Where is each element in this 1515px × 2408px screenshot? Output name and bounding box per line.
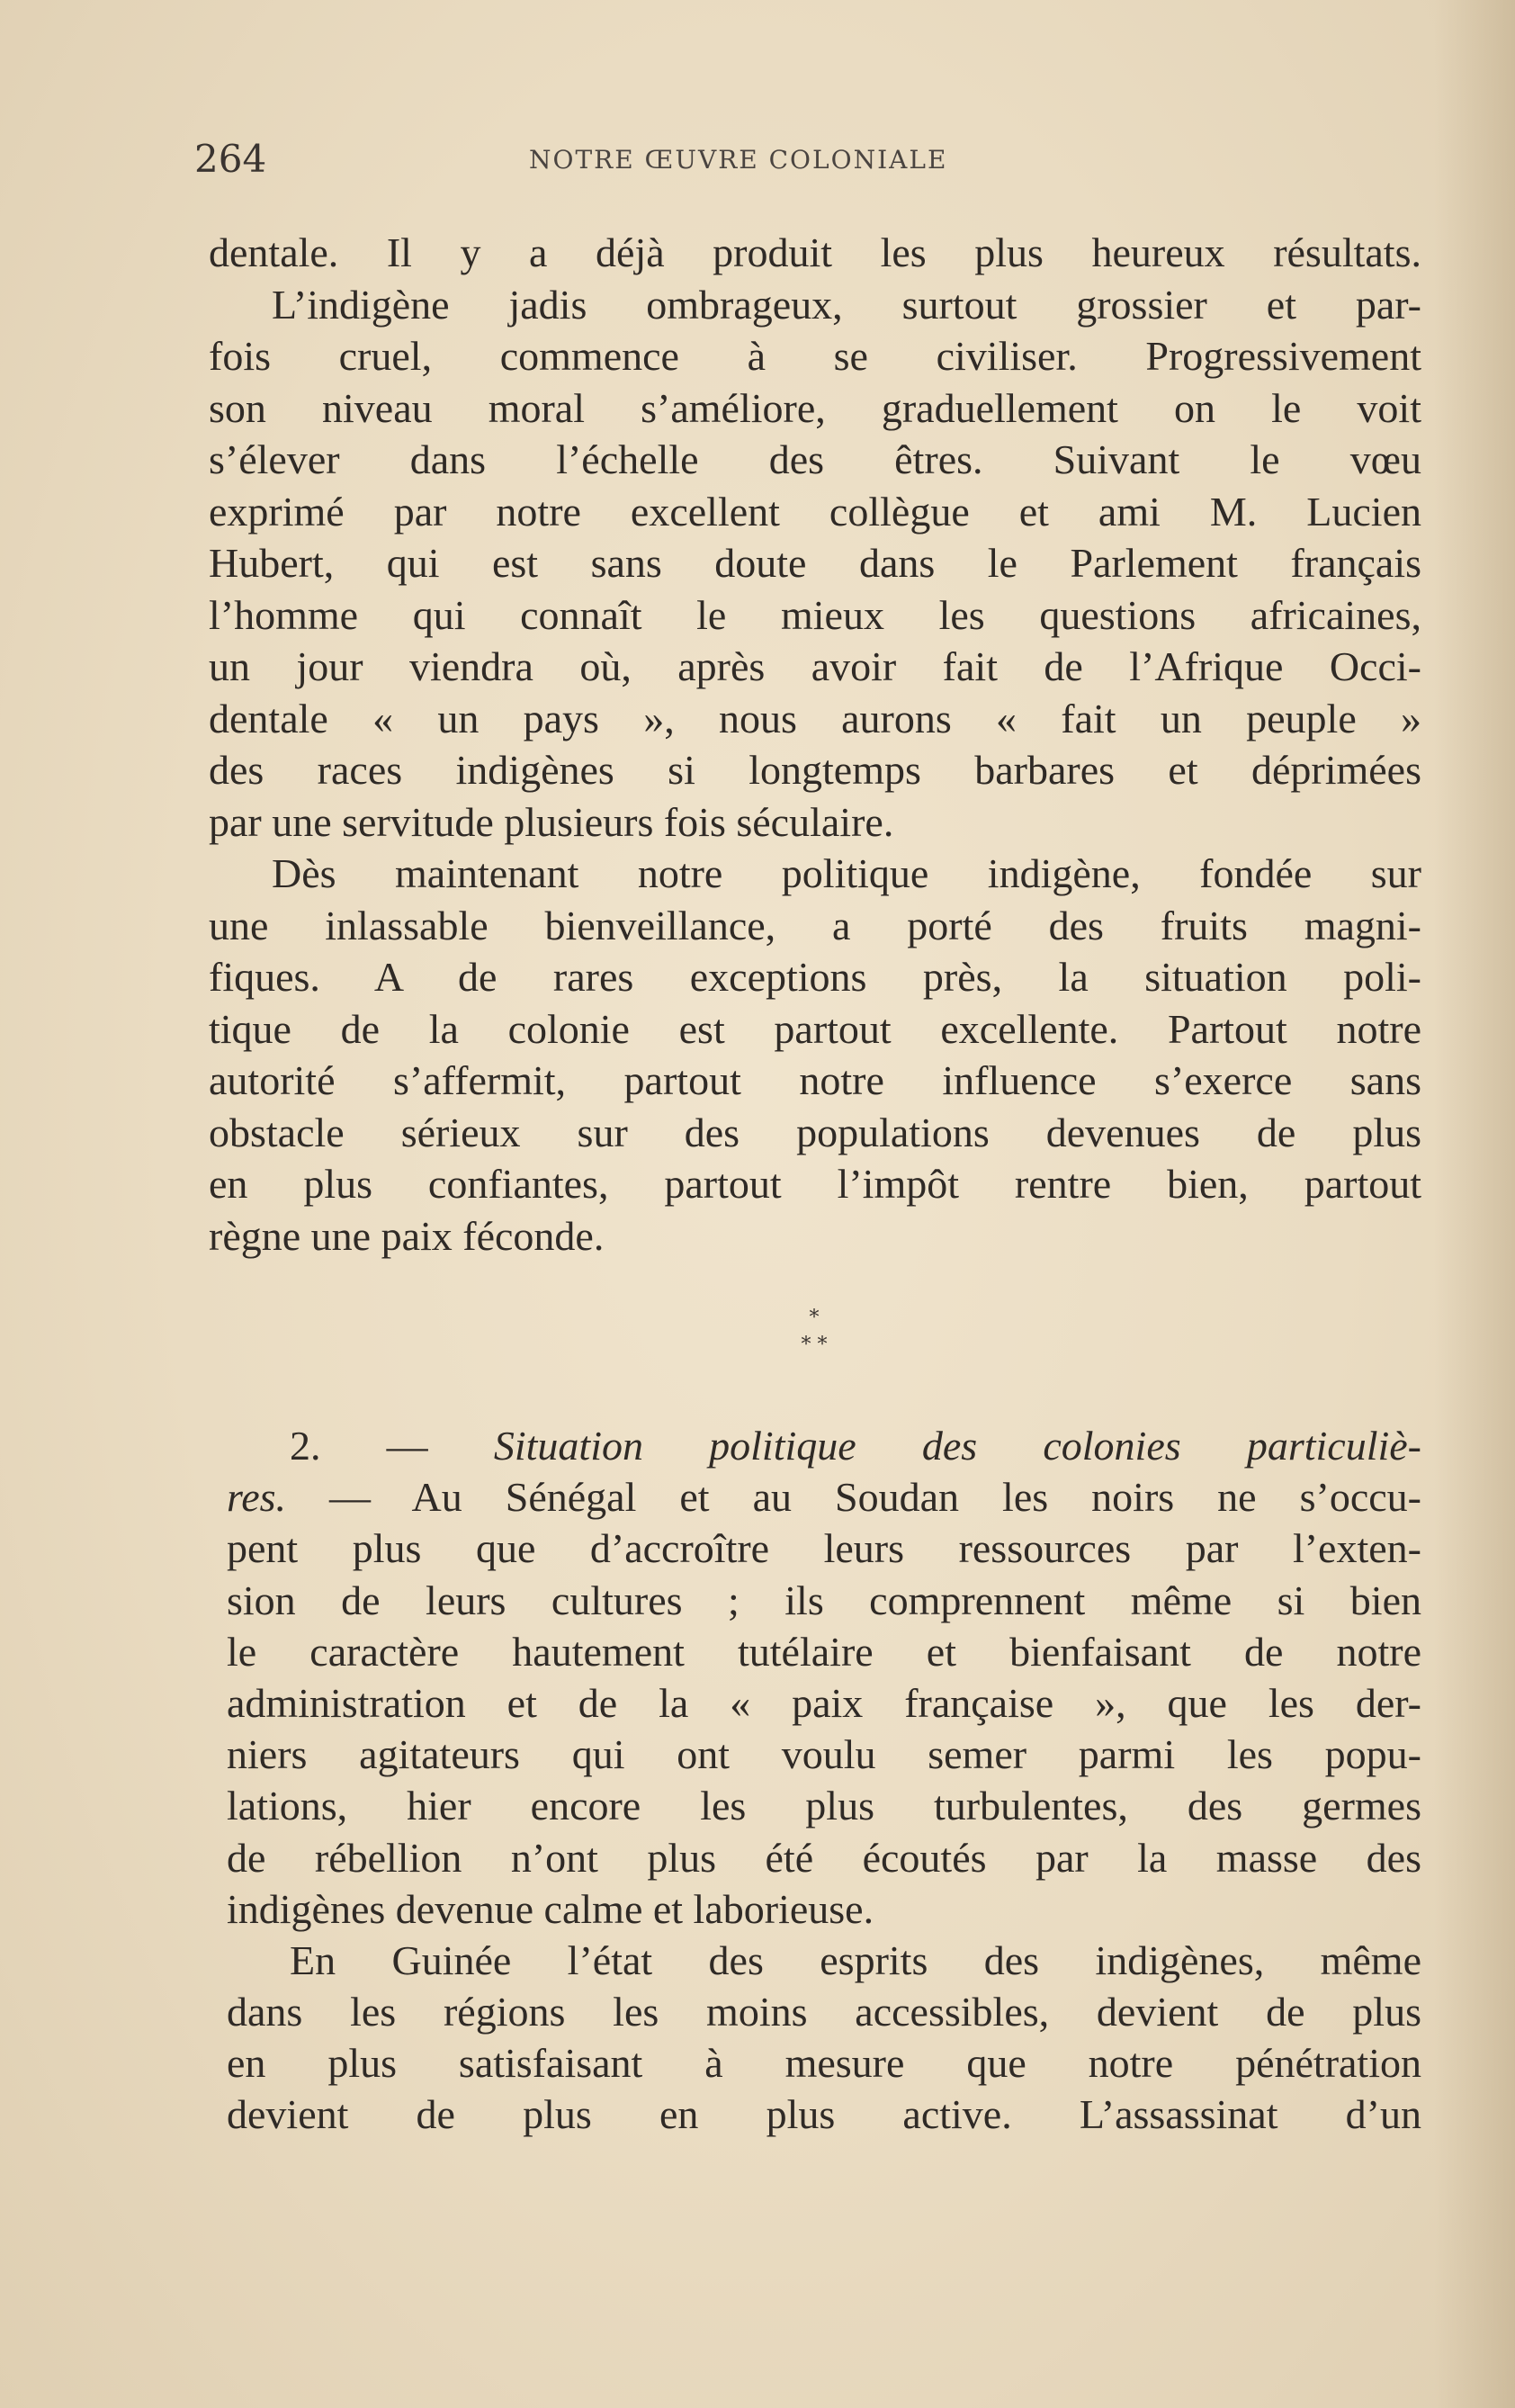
text-line: lations, hier encore les plus turbulentes, des germes (227, 1783, 1421, 1829)
text-line: autorité s’affermit, partout notre influence s’exerce sans (209, 1057, 1421, 1103)
section-number: 2. — (290, 1423, 494, 1469)
section-title: Situation politique des colonies particuliè- (493, 1423, 1422, 1469)
text-line: une inlassable bienveillance, a porté des fruits magni- (209, 902, 1421, 948)
page-header (194, 137, 1421, 182)
text-line: son niveau moral s’améliore, graduellement on le voit (209, 384, 1421, 431)
text-line: devient de plus en plus active. L’assassinat d’un (227, 2091, 1421, 2138)
text-line: fiques. A de rares exceptions près, la situation poli- (209, 954, 1421, 1000)
body-text-part-2 (227, 1420, 1421, 2141)
text-line: le caractère hautement tutélaire et bienfaisant de notre (227, 1628, 1421, 1675)
text-line: dentale « un pays », nous aurons « fait un peuple » (209, 695, 1421, 741)
text-line: en plus satisfaisant à mesure que notre pénétration (227, 2040, 1421, 2087)
running-title: NOTRE ŒUVRE COLONIALE (529, 145, 948, 175)
page-edge-shadow (1434, 0, 1515, 2408)
text-line: dans les régions les moins accessibles, devient de plus (227, 1989, 1421, 2035)
text-line: exprimé par notre excellent collègue et ami M. Lucien (209, 488, 1421, 535)
page-number: 264 (194, 137, 267, 181)
text-line: un jour viendra où, après avoir fait de l’Afrique Occi- (209, 643, 1421, 689)
text-line: niers agitateurs qui ont voulu semer parmi les popu- (227, 1731, 1421, 1778)
asterism-top: * (809, 1307, 820, 1329)
text-line: En Guinée l’état des esprits des indigènes, même (290, 1936, 1421, 1983)
text-line: Dès maintenant notre politique indigène, fondée sur (272, 850, 1421, 896)
text-line: en plus confiantes, partout l’impôt rentre bien, partout (209, 1161, 1421, 1207)
text-line: fois cruel, commence à se civiliser. Progressivement (209, 333, 1421, 379)
text-line: indigènes devenue calme et laborieuse. (227, 1885, 874, 1932)
text-line: administration et de la « paix française », que les der- (227, 1679, 1421, 1726)
text-line: règne une paix féconde. (209, 1212, 605, 1259)
text-line: sion de leurs cultures ; ils comprennent même si bien (227, 1577, 1421, 1623)
text-line: tique de la colonie est partout excellente. Partout notre (209, 1005, 1421, 1052)
text-line: Hubert, qui est sans doute dans le Parlement français (209, 540, 1421, 586)
asterism-bottom: * * (801, 1334, 828, 1356)
section-heading-line-2 (227, 1471, 1421, 1523)
text-line: L’indigène jadis ombrageux, surtout grossier et par- (272, 281, 1421, 328)
body-text-part-1 (209, 227, 1421, 1262)
text-line: dentale. Il y a déjà produit les plus heureux résultats. (209, 229, 1421, 275)
section-text-start: — Au Sénégal et au Soudan les noirs ne s’occu- (286, 1474, 1421, 1521)
text-line: obstacle sérieux sur des populations devenues de plus (209, 1109, 1421, 1155)
section-heading-line (227, 1420, 1421, 1471)
text-line: l’homme qui connaît le mieux les questions africaines, (209, 591, 1421, 638)
text-line: pent plus que d’accroître leurs ressources par l’exten- (227, 1525, 1421, 1572)
text-line: de rébellion n’ont plus été écoutés par la masse des (227, 1834, 1421, 1881)
asterism-separator (774, 1305, 855, 1377)
text-line: par une servitude plusieurs fois séculaire. (209, 798, 894, 845)
text-line: s’élever dans l’échelle des êtres. Suivant le vœu (209, 436, 1421, 482)
section-title-end: res. (227, 1474, 287, 1521)
text-line: des races indigènes si longtemps barbares et déprimées (209, 747, 1421, 793)
